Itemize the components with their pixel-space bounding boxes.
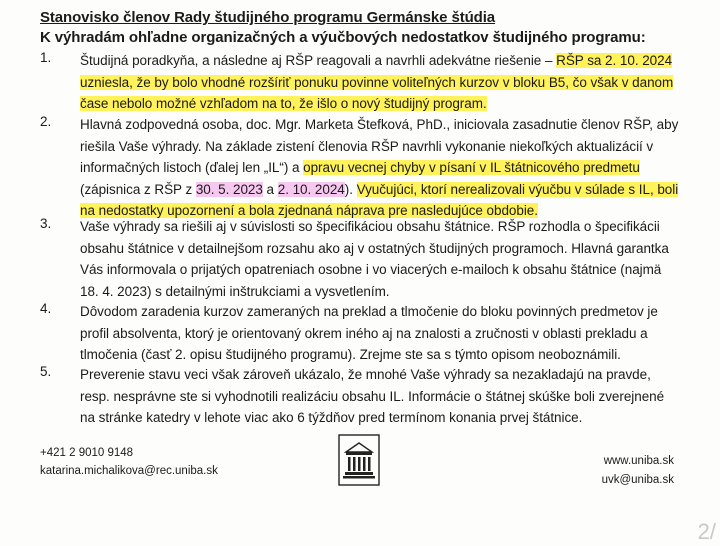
text-run: a: [262, 181, 278, 197]
item-text: [80, 50, 680, 115]
item-number: 5.: [40, 364, 52, 379]
website-link[interactable]: www.uniba.sk: [603, 455, 674, 467]
item-number: 3.: [40, 216, 52, 231]
yellow-highlight: RŠP sa 2. 10. 2024 uzniesla, že by bolo vhodné rozšíriť ponuku povinne voliteľných kurzov v bloku B5, čo však v danom čase nebolo možné vzhľadom na to, že išlo o nový študijný program.: [80, 53, 674, 111]
item-text: [80, 364, 680, 429]
text-run: (zápisnica z RŠP z: [80, 181, 196, 197]
page-number: 2/: [697, 519, 716, 544]
item-text: [80, 216, 680, 302]
text-run: Študijná poradkyňa, a následne aj RŠP reagovali a navrhli adekvátne riešenie –: [80, 53, 557, 68]
email-address: katarina.michalikova@rec.uniba.sk: [40, 465, 218, 477]
pink-highlight: 30. 5. 2023: [195, 181, 263, 197]
text-run: Vaše výhrady sa riešili aj v súvislosti so špecifikáciou obsahu štátnice. RŠP rozhodla o špecifikácii obsahu štátnice v detailnejšom rozsahu ako aj v ostatných študijných programoch. Hlavná garantka Vás informovala o prijatých opatreniach osobne i vo viacerých e-mailoch k obsahu štátnice (najmä 18. 4. 2023) s detailnými inštrukciami a vysvetlením.: [80, 219, 669, 299]
text-run: Hlavná zodpovedná osoba, doc. Mgr. Marketa Štefková, PhD., iniciovala zasadnutie členov RŠP, aby riešila Vaše výhrady. Na základe zistení členovia RŠP navrhli vykonanie niekoľkých aktualizácií v informačných listoch (ďalej len „IL“) a: [80, 117, 679, 175]
text-run: ).: [344, 181, 357, 197]
item-text: [80, 301, 680, 366]
yellow-highlight: opravu vecnej chyby v písaní v IL štátnicového predmetu: [303, 160, 640, 175]
web-contacts: [602, 452, 674, 490]
item-number: 4.: [40, 301, 52, 316]
item-number: 2.: [40, 114, 52, 129]
phone-number: +421 2 9010 9148: [40, 447, 134, 459]
text-run: Preverenie stavu veci však zároveň ukázalo, že mnohé Vaše výhrady sa nezakladajú na pravde, resp. nesprávne ste si vyhodnotili realizáciu obsahu IL. Informácie o štátnej skúške boli zverejnené na stránke katedry v lehote viac ako 6 týždňov pred termínom konania prvej štátnice.: [80, 367, 665, 425]
university-building-icon: [338, 434, 380, 486]
uvk-email[interactable]: uvk@uniba.sk: [601, 474, 674, 486]
item-number: 1.: [40, 50, 52, 65]
pink-highlight: 2. 10. 2024: [277, 181, 345, 197]
contact-info: [40, 444, 218, 480]
text-run: Dôvodom zaradenia kurzov zameraných na preklad a tlmočenie do bloku povinných predmetov je profil absolventa, ktorý je orientovaný okrem iného aj na znalosti a zručnosti v oblasti prekladu a tlmočenia (časť 2. opisu študijného programu). Zrejme ste sa s týmto opisom neoboznámili.: [80, 304, 658, 362]
document-subtitle: K výhradám ohľadne organizačných a výučbových nedostatkov študijného programu:: [40, 29, 646, 46]
item-text: [80, 114, 680, 222]
yellow-highlight: Vyučujúci, ktorí nerealizovali výučbu v súlade s IL, boli na nedostatky upozornení a bola zjednaná náprava pre nasledujúce obdobie.: [80, 181, 679, 218]
document-title: Stanovisko členov Rady študijného programu Germánske štúdia: [40, 9, 496, 26]
